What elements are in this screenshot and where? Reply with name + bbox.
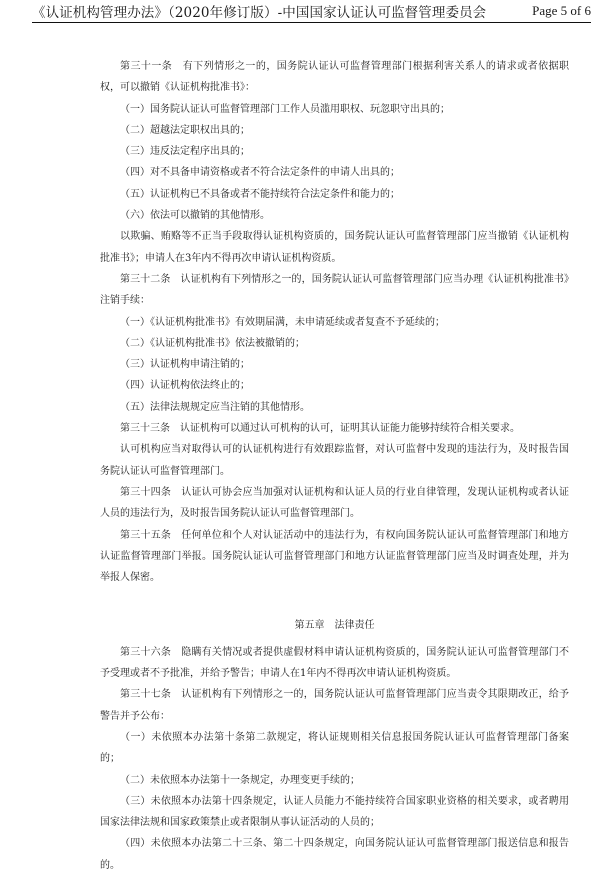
paragraph: （五）法律法规规定应当注销的其他情形。 [120,401,310,413]
paragraph: 第三十四条 认证认可协会应当加强对认证机构和认证人员的行业自律管理，发现认证机构或者认证人员的违法行为，及时报告国务院认证认可监督管理部门。 [100,486,569,520]
paragraph: （四）未依照本办法第二十三条、第二十四条规定，向国务院认证认可监督管理部门报送信息和报告的。 [100,838,569,871]
page-number: Page 5 of 6 [532,3,591,18]
document-title: 《认证机构管理办法》（2020年修订版）-中国国家认证认可监督管理委员会 [32,5,487,21]
paragraph: （四）认证机构依法终止的； [120,380,250,392]
paragraph: （二）《认证机构批准书》依法被撤销的； [120,337,305,349]
paragraph: （五）认证机构已不具备或者不能持续符合法定条件和能力的； [120,188,400,200]
paragraph: 第三十五条 任何单位和个人对认证活动中的违法行为，有权向国务院认证认可监督管理部门和地方认证监督管理部门举报。国务院认证认可监督管理部门和地方认证监督管理部门应当及时调查处理，并为举报人保密。 [100,529,569,584]
paragraph: （二）超越法定职权出具的； [120,124,250,136]
paragraph: （二）未依照本办法第十一条规定，办理变更手续的； [120,774,360,786]
paragraph: （一）国务院认证认可监督管理部门工作人员滥用职权、玩忽职守出具的； [120,103,450,115]
paragraph: （三）认证机构申请注销的； [120,359,250,371]
paragraph: 第三十一条 有下列情形之一的，国务院认证认可监督管理部门根据利害关系人的请求或者依据职权，可以撤销《认证机构批准书》： [100,61,569,94]
section-articles-36-37 [100,642,569,876]
section-articles-31-35 [100,56,569,588]
paragraph: （四）对不具备申请资格或者不符合法定条件的申请人出具的； [120,167,400,179]
paragraph: （三）违反法定程序出具的； [120,146,250,158]
paragraph: 第三十三条 认证机构可以通过认可机构的认可，证明其认证能力能够持续符合相关要求。 [120,423,520,435]
paragraph: 第三十七条 认证机构有下列情形之一的，国务院认证认可监督管理部门应当责令其限期改正，给予警告并予公布： [100,689,569,722]
paragraph: 认可机构应当对取得认可的认证机构进行有效跟踪监督，对认可监督中发现的违法行为，及时报告国务院认证认可监督管理部门。 [100,444,569,477]
paragraph: （三）未依照本办法第十四条规定，认证人员能力不能持续符合国家职业资格的相关要求，或者聘用国家法律法规和国家政策禁止或者限制从事认证活动的人员的； [100,795,569,829]
paragraph: （一）未依照本办法第十条第二款规定，将认证规则相关信息报国务院认证认可监督管理部门备案的； [100,731,569,765]
paragraph: （六）依法可以撤销的其他情形。 [120,210,270,222]
paragraph: （一）《认证机构批准书》有效期届满，未申请延续或者复查不予延续的； [120,316,445,328]
page-header [32,0,591,23]
paragraph: 以欺骗、贿赂等不正当手段取得认证机构资质的，国务院认证认可监督管理部门应当撤销《认证机构批准书》；申请人在3年内不得再次申请认证机构资质。 [100,231,569,264]
paragraph: 第三十二条 认证机构有下列情形之一的，国务院认证认可监督管理部门应当办理《认证机构批准书》注销手续： [100,273,569,307]
paragraph: 第三十六条 隐瞒有关情况或者提供虚假材料申请认证机构资质的，国务院认证认可监督管理部门不予受理或者不予批准，并给予警告；申请人在1年内不得再次申请认证机构资质。 [100,646,569,680]
chapter-heading: 第五章 法律责任 [294,620,375,632]
document-body [100,56,569,876]
